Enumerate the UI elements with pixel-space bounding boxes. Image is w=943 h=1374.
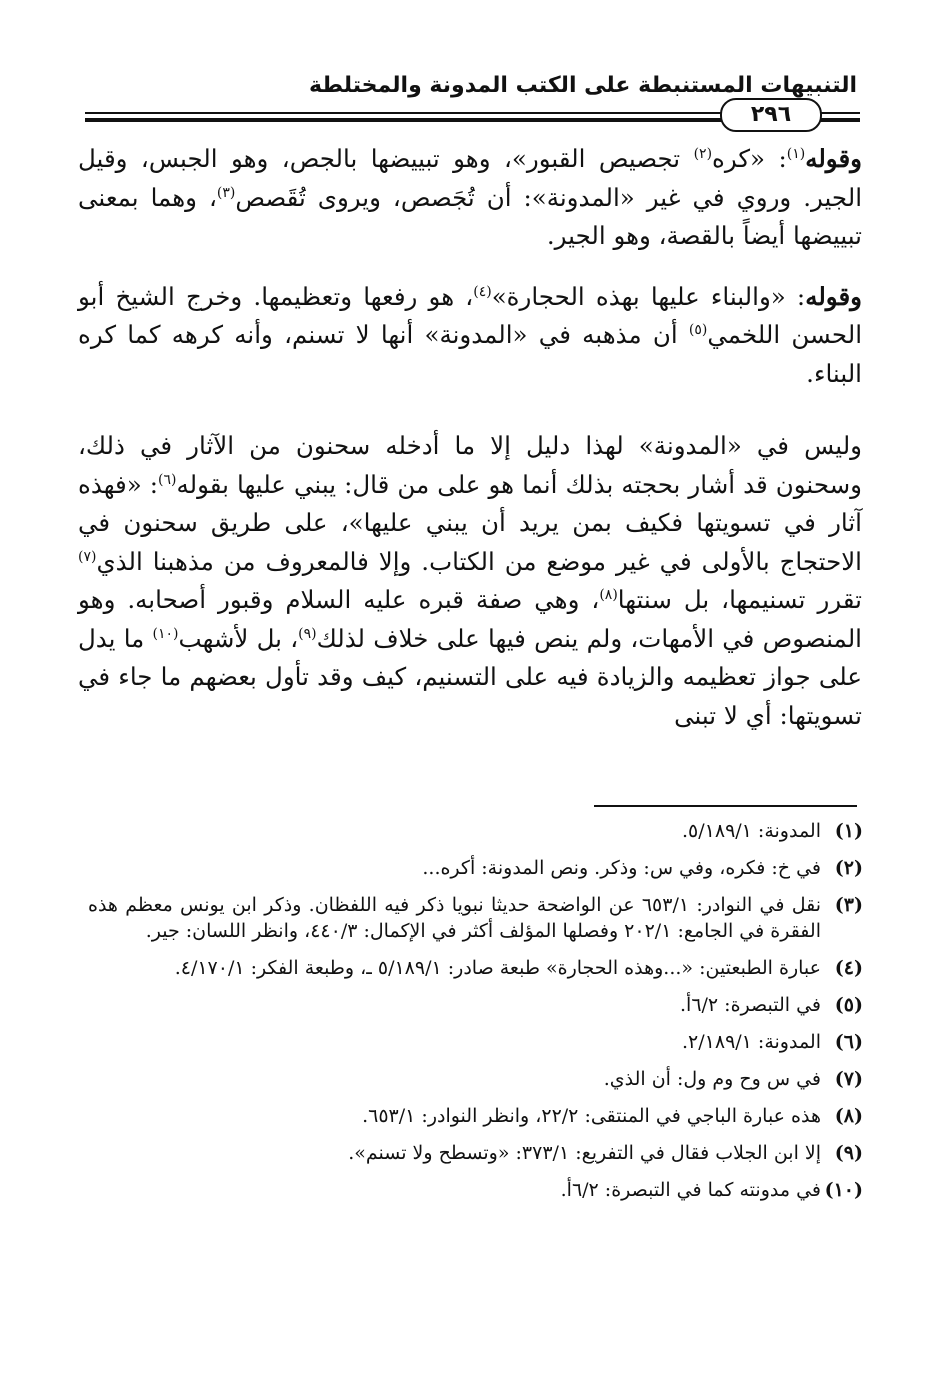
footnote-text: المدونة: ٢/١٨٩/١.: [682, 1031, 821, 1053]
text-run: تقرر تسنيمها، بل سنتها: [617, 585, 863, 614]
keyword-lead: وقوله: [805, 144, 862, 173]
footnote-number: (٧): [834, 1068, 863, 1090]
footnote-number: (٥): [834, 994, 863, 1016]
footnote-ref: (٦): [158, 471, 177, 488]
footnote-item: [88, 992, 863, 1018]
text-run: ، وهي صفة قبره عليه السلام وقبور أصحابه. وهو المنصوص في الأمهات، ولم ينص فيها على خلاف لذلك: [78, 585, 862, 653]
footnote-ref: (٥): [688, 321, 708, 338]
footnote-text: المدونة: ٥/١٨٩/١.: [682, 820, 821, 842]
footnote-item: [88, 955, 863, 981]
text-run: تجصيص القبور»، وهو تبييضها بالجص، وهو الجبس، وقيل الجير. وروي في غير «المدونة»: أن تُجَصص، ويروى تُقَصص: [78, 144, 862, 212]
main-text: [78, 140, 862, 735]
text-run: : «كره: [712, 144, 787, 173]
footnote-item: [88, 855, 863, 881]
footnote-item: [88, 1177, 863, 1203]
text-run: ما يدل على جواز تعظيمه والزيادة فيه على التسنيم، كيف وقد تأول بعضهم ما جاء في تسويتها: أي لا تبنى: [78, 623, 862, 730]
footnote-item: [88, 892, 863, 944]
footnote-ref: (٩): [298, 625, 317, 642]
footnote-ref: (٢): [693, 145, 713, 162]
footnote-number: (٣): [834, 894, 863, 916]
footnote-text: نقل في النوادر: ٦٥٣/١ عن الواضحة حديثا نبويا ذكر فيه اللفظان. وذكر ابن يونس معظم هذه الفقرة في الجامع: ٢٠٢/١ وفصلها المؤلف أكثر في الإكمال: ٤٤٠/٣، وانظر اللسان: جير.: [88, 894, 821, 942]
footnote-ref: (٣): [216, 184, 236, 201]
footnote-text: في مدونته كما في التبصرة: ٦/٢أ.: [560, 1179, 821, 1201]
footnote-separator: [594, 805, 857, 807]
footnotes: [88, 818, 863, 1214]
footnote-number: (٨): [834, 1105, 863, 1127]
paragraph-1: [78, 140, 862, 256]
text-run: ، هو رفعها وتعظيمها. وخرج الشيخ أبو الحسن اللخمي: [78, 281, 862, 349]
footnote-number: (٦): [834, 1031, 863, 1053]
footnote-ref: (١٠): [152, 625, 179, 642]
page-number: ٢٩٦: [720, 98, 822, 132]
footnote-item: [88, 818, 863, 844]
footnote-ref: (٤): [473, 283, 492, 300]
footnote-item: [88, 1140, 863, 1166]
paragraph-3: [78, 427, 862, 735]
footnote-text: هذه عبارة الباجي في المنتقى: ٢٢/٢، وانظر النوادر: ٦٥٣/١.: [362, 1105, 821, 1127]
footnote-text: عبارة الطبعتين: «...وهذه الحجارة» طبعة صادر: ٥/١٨٩/١ ـ، وطبعة الفكر: ٤/١٧٠/١.: [174, 957, 821, 979]
footnote-ref: (٧): [78, 548, 97, 565]
footnote-number: (٤): [834, 957, 863, 979]
text-run: وليس في «المدونة» لهذا دليل إلا ما أدخله سحنون من الآثار في ذلك، وسحنون قد أشار بحجته بذلك أنما هو على من قال: يبني عليها بقوله: [78, 431, 862, 499]
footnote-ref: (١): [786, 145, 806, 162]
footnote-item: [88, 1066, 863, 1092]
keyword-lead: وقوله: [805, 281, 863, 311]
text-run: : «والبناء عليها بهذه الحجارة»: [491, 281, 806, 311]
footnote-text: في التبصرة: ٦/٢أ.: [680, 994, 821, 1016]
footnote-number: (١٠): [824, 1179, 863, 1201]
paragraph-2: [78, 278, 862, 394]
footnote-item: [88, 1103, 863, 1129]
footnote-text: إلا ابن الجلاب فقال في التفريع: ٣٧٣/١: «وتسطح ولا تسنم».: [348, 1142, 821, 1164]
footnote-text: في خ: فكره، وفي س: وذكر. ونص المدونة: أكره...: [422, 857, 821, 879]
footnote-number: (١): [834, 820, 863, 842]
text-run: أن مذهبه في «المدونة» أنها لا تسنم، وأنه كرهه كما كره البناء.: [78, 320, 862, 388]
running-title: التنبيهات المستنبطة على الكتب المدونة والمختلطة: [308, 73, 857, 98]
text-run: : «فهذه آثار في تسويتها فكيف بمن يريد أن يبني عليها»، على طريق سحنون في الاحتجاج بالأولى في غير موضع من الكتاب. وإلا فالمعروف من مذهبنا الذي: [78, 469, 862, 576]
text-run: ، وهما بمعنى تبييضها أيضاً بالقصة، وهو الجير.: [78, 182, 862, 250]
footnote-text: في س وح وم ول: أن الذي.: [603, 1068, 821, 1090]
footnote-number: (٩): [834, 1142, 863, 1164]
text-run: ، بل لأشهب: [178, 623, 299, 653]
footnote-item: [88, 1029, 863, 1055]
footnote-ref: (٨): [599, 586, 618, 603]
footnote-number: (٢): [834, 857, 863, 879]
